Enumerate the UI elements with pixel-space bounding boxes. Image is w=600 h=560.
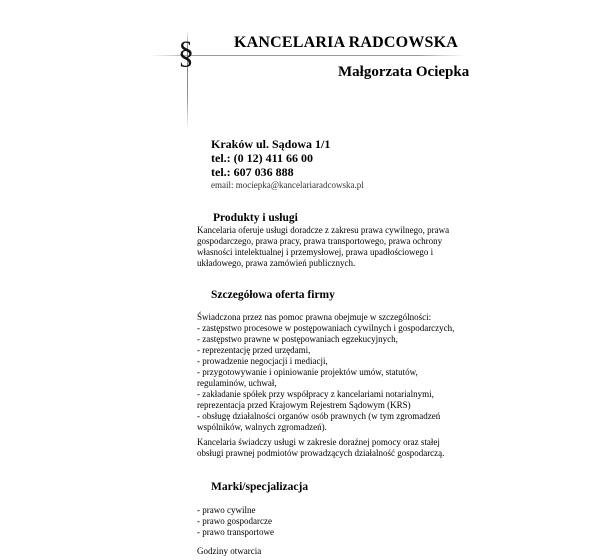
list-item: - reprezentację przed urzędami, [197, 345, 311, 355]
phone-text: tel.: (0 12) 411 66 00 [211, 151, 313, 165]
list-item: - zastępstwo prawne w postępowaniach egzekucyjnych, [197, 334, 398, 344]
contact-block [211, 137, 330, 179]
list-item: - prawo transportowe [197, 527, 274, 537]
offer-closing-text: Kancelaria świadczy usługi w zakresie doraźnej pomocy oraz stałej obsługi prawnej podmiotów prowadzących działalność gospodarczą. [197, 437, 445, 458]
list-item: - prowadzenie negocjacji i mediacji, [197, 356, 328, 366]
brands-list [197, 505, 459, 538]
email-link[interactable]: email: mociepka@kancelariaradcowska.pl [211, 180, 364, 190]
products-title: Produkty i usługi [213, 212, 298, 224]
firm-name-heading: KANCELARIA RADCOWSKA [234, 34, 459, 51]
list-item: - przygotowywanie i opiniowanie projektów umów, statutów, regulaminów, uchwał, [197, 367, 418, 388]
list-item: - prawo cywilne [197, 505, 256, 515]
list-item: - prawo gospodarcze [197, 516, 272, 526]
offer-title: Szczegółowa oferta firmy [211, 289, 335, 301]
products-text: Kancelaria oferuje usługi doradcze z zakresu prawa cywilnego, prawa gospodarczego, prawa pracy, prawa transportowego, prawa ochrony własności intelektualnej i przemysłowej, prawa upadłościowego i układowego, prawa zamówień publicznych. [197, 225, 450, 268]
mobile-phone-text: tel.: 607 036 888 [211, 165, 294, 179]
list-item: - obsługę działalności organów osób prawnych (w tym zgromadzeń wspólników, walnych zgromadzeń). [197, 411, 441, 432]
section-sign-logo: § [178, 34, 194, 70]
header-divider [150, 55, 465, 56]
address-text: Kraków ul. Sądowa 1/1 [211, 137, 331, 151]
offer-list [197, 312, 459, 433]
list-item: - zastępstwo procesowe w postępowaniach cywilnych i gospodarczych, [197, 323, 455, 333]
brands-title: Marki/specjalizacja [211, 481, 309, 493]
list-item: - zakładanie spółek przy współpracy z kancelariami notarialnymi, reprezentacja przed Krajowym Rejestrem Sądowym (KRS) [197, 389, 434, 410]
offer-intro: Świadczona przez nas pomoc prawna obejmuje w szczególności: [197, 312, 432, 322]
person-name-heading: Małgorzata Ociepka [338, 64, 470, 80]
opening-hours-label: Godziny otwarcia [197, 546, 262, 556]
